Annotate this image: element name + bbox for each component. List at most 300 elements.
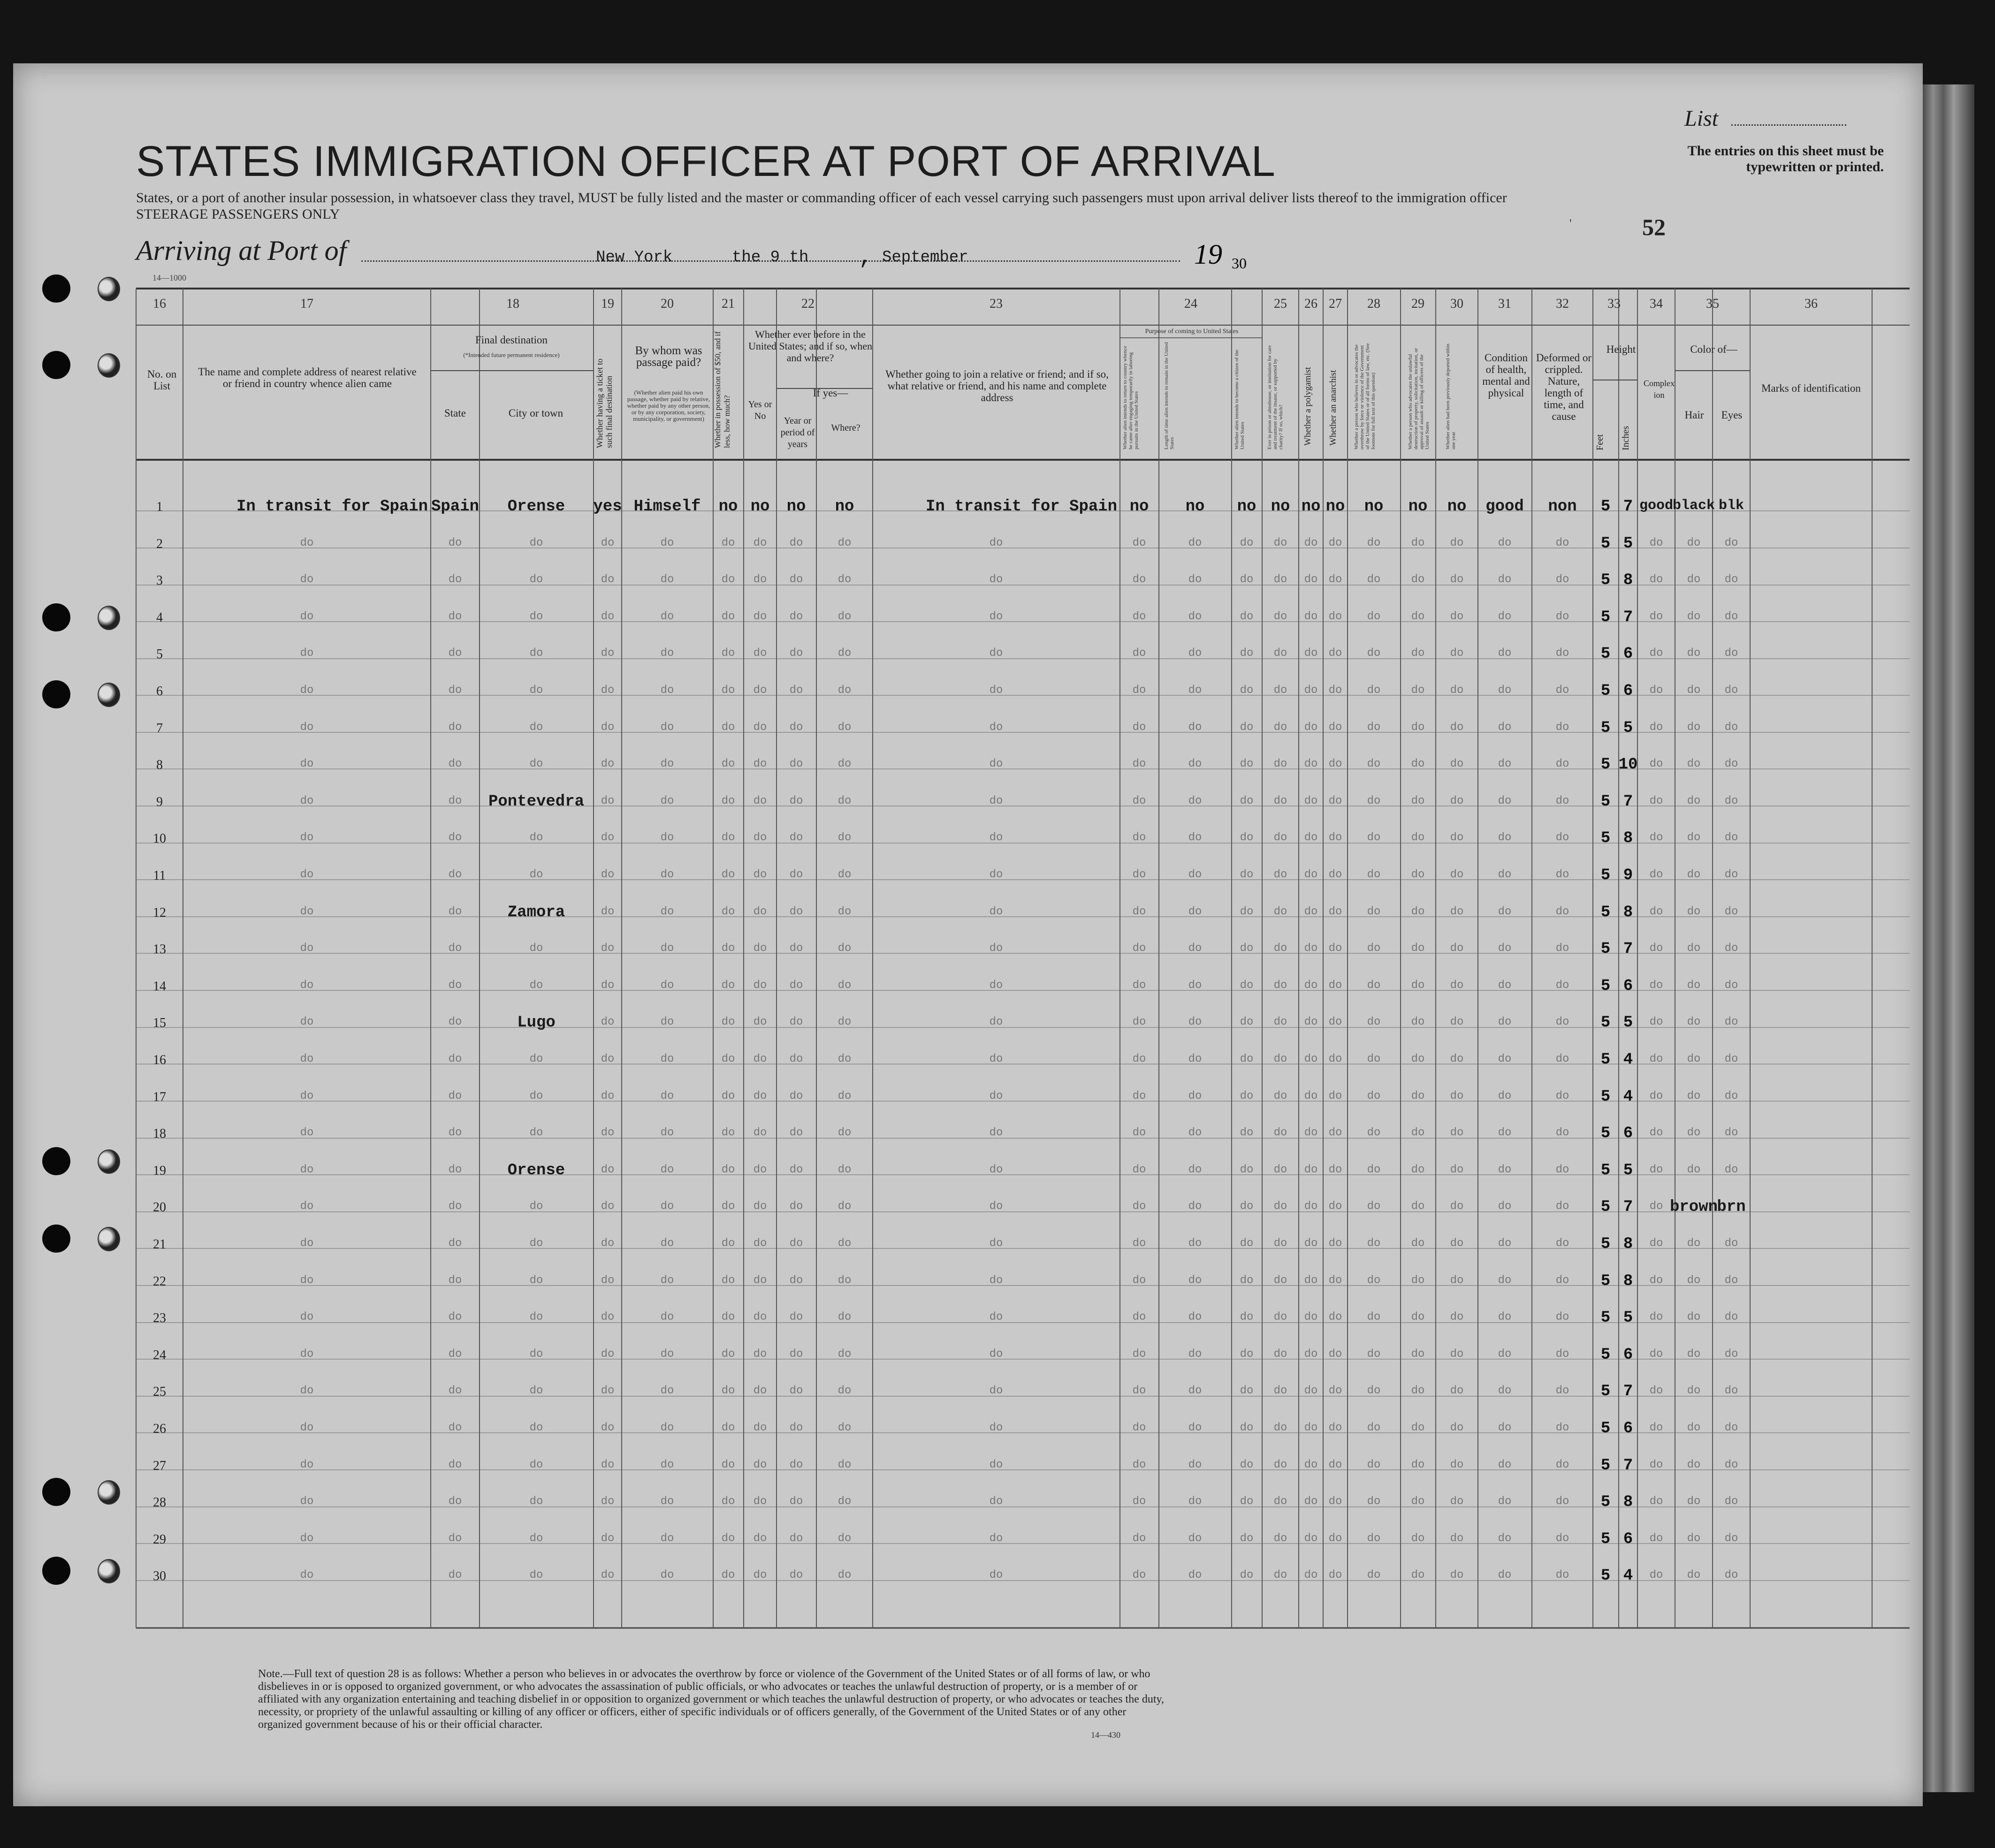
ditto-mark: do: [989, 1422, 1003, 1434]
ditto-mark: do: [1304, 573, 1318, 586]
ditto-mark: do: [1724, 1311, 1738, 1323]
row-number: 19: [153, 1164, 166, 1178]
ditto-mark: do: [838, 647, 852, 660]
ditto-mark: do: [1240, 979, 1254, 992]
ditto-mark: do: [300, 942, 314, 955]
ditto-mark: do: [1687, 795, 1701, 807]
ditto-mark: do: [1450, 1164, 1464, 1176]
height-inches: 7: [1623, 793, 1633, 811]
ditto-mark: do: [1273, 1348, 1287, 1361]
ditto-mark: do: [1555, 721, 1569, 734]
column-number: 36: [1805, 297, 1818, 311]
entry-hair: black: [1672, 498, 1715, 514]
ditto-mark: do: [529, 1532, 543, 1545]
row-number: 2: [156, 537, 163, 551]
ditto-mark: do: [989, 942, 1003, 955]
ditto-mark: do: [1724, 1090, 1738, 1103]
ditto-mark: do: [1555, 647, 1569, 660]
ditto-mark: do: [1304, 758, 1318, 770]
ditto-mark: do: [601, 905, 615, 918]
ditto-mark: do: [838, 979, 852, 992]
height-inches: 8: [1623, 1272, 1633, 1290]
ditto-mark: do: [1450, 1126, 1464, 1139]
entry-health: good: [1485, 498, 1524, 516]
ditto-mark: do: [1411, 1237, 1425, 1250]
ditto-mark: do: [1132, 795, 1146, 807]
ditto-mark: do: [1240, 1311, 1254, 1323]
ditto-mark: do: [1555, 1237, 1569, 1250]
ditto-mark: do: [1273, 721, 1287, 734]
ditto-mark: do: [989, 979, 1003, 992]
ditto-mark: do: [660, 1422, 674, 1434]
header-q28: Whether a person who believes in or advocates the overthrow by force or violence of the Government of the United States or of all forms of law, etc. (See footnote for full text of this question): [1354, 343, 1376, 449]
ditto-mark: do: [721, 1090, 735, 1103]
ditto-mark: do: [1273, 868, 1287, 881]
ditto-mark: do: [1687, 1422, 1701, 1434]
ditto-mark: do: [1555, 1348, 1569, 1361]
ditto-mark: do: [1450, 684, 1464, 697]
ditto-mark: do: [300, 1274, 314, 1287]
ditto-mark: do: [1450, 1090, 1464, 1103]
ditto-mark: do: [1132, 1569, 1146, 1582]
ditto-mark: do: [1687, 573, 1701, 586]
header-height: Height: [1606, 343, 1636, 355]
ditto-mark: do: [1724, 1126, 1738, 1139]
ditto-mark: do: [989, 1532, 1003, 1545]
ditto-mark: do: [753, 979, 767, 992]
ditto-mark: do: [1304, 1311, 1318, 1323]
ditto-mark: do: [1132, 1422, 1146, 1434]
ditto-mark: do: [1724, 1495, 1738, 1508]
height-feet: 5: [1600, 1014, 1611, 1032]
ditto-mark: do: [789, 831, 803, 844]
ditto-mark: do: [1367, 573, 1381, 586]
ditto-mark: do: [753, 1090, 767, 1103]
ditto-mark: do: [1724, 1274, 1738, 1287]
ditto-mark: do: [721, 1384, 735, 1397]
row-number: 26: [153, 1422, 166, 1436]
height-inches: 7: [1623, 498, 1633, 516]
ditto-mark: do: [989, 684, 1003, 697]
ditto-mark: do: [1328, 758, 1342, 770]
ditto-mark: do: [300, 721, 314, 734]
ditto-mark: do: [789, 1016, 803, 1028]
ditto-mark: do: [721, 721, 735, 734]
ditto-mark: do: [1687, 942, 1701, 955]
ditto-mark: do: [1240, 537, 1254, 549]
entry-city: Orense: [507, 1162, 565, 1179]
ditto-mark: do: [660, 610, 674, 623]
passenger-class: STEERAGE PASSENGERS ONLY: [136, 206, 340, 222]
ditto-mark: do: [660, 1016, 674, 1028]
ditto-mark: do: [1132, 942, 1146, 955]
ditto-mark: do: [1555, 979, 1569, 992]
ditto-mark: do: [721, 758, 735, 770]
ditto-mark: do: [753, 1569, 767, 1582]
ditto-mark: do: [601, 1311, 615, 1323]
ditto-mark: do: [838, 1237, 852, 1250]
ditto-mark: do: [753, 1126, 767, 1139]
ditto-mark: do: [660, 1348, 674, 1361]
ditto-mark: do: [1411, 684, 1425, 697]
ditto-mark: do: [1649, 1053, 1663, 1065]
ditto-mark: do: [1498, 942, 1512, 955]
ditto-mark: do: [753, 1164, 767, 1176]
ditto-mark: do: [721, 868, 735, 881]
ditto-mark: do: [1188, 1237, 1202, 1250]
ditto-mark: do: [300, 1459, 314, 1471]
ditto-mark: do: [529, 1384, 543, 1397]
ditto-mark: do: [838, 1126, 852, 1139]
height-feet: 5: [1600, 829, 1611, 847]
ditto-mark: do: [1273, 1532, 1287, 1545]
ditto-mark: do: [1649, 1348, 1663, 1361]
ditto-mark: do: [721, 684, 735, 697]
column-number: 22: [801, 297, 815, 311]
ditto-mark: do: [838, 1495, 852, 1508]
row-number: 10: [153, 831, 166, 846]
entry-city: Orense: [507, 498, 565, 516]
ditto-mark: do: [1367, 1495, 1381, 1508]
header-purpose-return: Whether alien intends to return to country whence he came after engaging temporarily in laboring pursuits in the United States: [1122, 346, 1139, 449]
ditto-mark: do: [1273, 610, 1287, 623]
height-feet: 5: [1600, 1051, 1611, 1069]
ditto-mark: do: [838, 573, 852, 586]
ditto-mark: do: [1367, 905, 1381, 918]
ditto-mark: do: [789, 1311, 803, 1323]
column-number: 18: [506, 297, 519, 311]
ditto-mark: do: [1649, 942, 1663, 955]
ditto-mark: do: [989, 905, 1003, 918]
height-inches: 5: [1623, 1014, 1633, 1032]
ditto-mark: do: [1649, 610, 1663, 623]
ditto-mark: do: [1411, 1274, 1425, 1287]
ditto-mark: do: [1555, 1274, 1569, 1287]
ditto-mark: do: [1273, 537, 1287, 549]
ditto-mark: do: [721, 905, 735, 918]
ditto-mark: do: [1411, 1532, 1425, 1545]
ditto-mark: do: [1132, 1274, 1146, 1287]
ditto-mark: do: [1328, 537, 1342, 549]
ditto-mark: do: [1687, 1126, 1701, 1139]
ditto-mark: do: [789, 1422, 803, 1434]
ditto-mark: do: [1367, 1164, 1381, 1176]
height-feet: 5: [1600, 1125, 1611, 1142]
ditto-mark: do: [448, 1532, 462, 1545]
ditto-mark: do: [1240, 1459, 1254, 1471]
ditto-mark: do: [1240, 1016, 1254, 1028]
ditto-mark: do: [838, 831, 852, 844]
ditto-mark: do: [1273, 1237, 1287, 1250]
ditto-mark: do: [1687, 831, 1701, 844]
list-label: List: [1684, 106, 1719, 131]
ditto-mark: do: [721, 979, 735, 992]
ditto-mark: do: [789, 1274, 803, 1287]
ditto-mark: do: [1555, 1090, 1569, 1103]
ditto-mark: do: [1450, 721, 1464, 734]
ditto-mark: do: [1687, 1053, 1701, 1065]
ditto-mark: do: [838, 868, 852, 881]
height-inches: 7: [1623, 940, 1633, 958]
column-number: 27: [1329, 297, 1342, 311]
ditto-mark: do: [989, 1274, 1003, 1287]
ditto-mark: do: [601, 1126, 615, 1139]
ditto-mark: do: [1450, 1384, 1464, 1397]
ditto-mark: do: [1555, 1200, 1569, 1213]
ditto-mark: do: [448, 1200, 462, 1213]
ditto-mark: do: [1273, 1569, 1287, 1582]
ditto-mark: do: [721, 831, 735, 844]
height-feet: 5: [1600, 498, 1611, 516]
ditto-mark: do: [1687, 537, 1701, 549]
ditto-mark: do: [838, 1016, 852, 1028]
ditto-mark: do: [1450, 1311, 1464, 1323]
ditto-mark: do: [1649, 537, 1663, 549]
ditto-mark: do: [838, 1348, 852, 1361]
ditto-mark: do: [721, 1016, 735, 1028]
ditto-mark: do: [1498, 573, 1512, 586]
entry-paid: Himself: [633, 498, 701, 516]
ditto-mark: do: [1132, 1495, 1146, 1508]
ditto-mark: do: [1132, 905, 1146, 918]
ditto-mark: do: [1273, 831, 1287, 844]
ditto-mark: do: [1273, 1126, 1287, 1139]
row-number: 13: [153, 942, 166, 957]
ditto-mark: do: [1724, 831, 1738, 844]
ditto-mark: do: [989, 721, 1003, 734]
ditto-mark: do: [448, 721, 462, 734]
ditto-mark: do: [1724, 1016, 1738, 1028]
ditto-mark: do: [1498, 831, 1512, 844]
ditto-mark: do: [1328, 1016, 1342, 1028]
ditto-mark: do: [448, 537, 462, 549]
ditto-mark: do: [1411, 1311, 1425, 1323]
ditto-mark: do: [1555, 610, 1569, 623]
ditto-mark: do: [989, 868, 1003, 881]
ditto-mark: do: [1498, 610, 1512, 623]
ditto-mark: do: [1687, 758, 1701, 770]
row-number: 6: [156, 684, 163, 699]
arrival-day: the 9 th: [732, 249, 809, 266]
ditto-mark: do: [529, 1422, 543, 1434]
ditto-mark: do: [1411, 1495, 1425, 1508]
ditto-mark: do: [300, 1495, 314, 1508]
ditto-mark: do: [753, 758, 767, 770]
ditto-mark: do: [1450, 610, 1464, 623]
ditto-mark: do: [529, 610, 543, 623]
ditto-mark: do: [1328, 1422, 1342, 1434]
ditto-mark: do: [1240, 1384, 1254, 1397]
ditto-mark: do: [1450, 1348, 1464, 1361]
ditto-mark: do: [1367, 1126, 1381, 1139]
ditto-mark: do: [1132, 1016, 1146, 1028]
height-feet: 5: [1600, 1420, 1611, 1437]
ditto-mark: do: [1498, 1384, 1512, 1397]
ditto-mark: do: [838, 1422, 852, 1434]
entry-city: Pontevedra: [488, 793, 585, 811]
ditto-mark: do: [1328, 979, 1342, 992]
ditto-mark: do: [1724, 1459, 1738, 1471]
ditto-mark: do: [601, 573, 615, 586]
ditto-mark: do: [1724, 979, 1738, 992]
ditto-mark: do: [601, 868, 615, 881]
ditto-mark: do: [1132, 573, 1146, 586]
ditto-mark: do: [1240, 831, 1254, 844]
ditto-mark: do: [1132, 647, 1146, 660]
ditto-mark: do: [1367, 684, 1381, 697]
ditto-mark: do: [1498, 758, 1512, 770]
ditto-mark: do: [1411, 610, 1425, 623]
ditto-mark: do: [1188, 1053, 1202, 1065]
ditto-mark: do: [1304, 1237, 1318, 1250]
header-year-period: Year or period of years: [780, 416, 815, 449]
ditto-mark: do: [721, 1126, 735, 1139]
header-joining: Whether going to join a relative or friend; and if so, what relative or friend, and his name and complete address: [885, 368, 1109, 403]
height-feet: 5: [1600, 1162, 1611, 1179]
ditto-mark: do: [1367, 1053, 1381, 1065]
ditto-mark: do: [448, 1164, 462, 1176]
height-inches: 8: [1623, 1493, 1633, 1511]
header-purpose: Purpose of coming to United States: [1145, 328, 1239, 335]
ditto-mark: do: [1304, 647, 1318, 660]
ditto-mark: do: [1649, 905, 1663, 918]
ditto-mark: do: [1328, 1090, 1342, 1103]
height-feet: 5: [1600, 1457, 1611, 1475]
ditto-mark: do: [1367, 758, 1381, 770]
ditto-mark: do: [1498, 795, 1512, 807]
ditto-mark: do: [1687, 1532, 1701, 1545]
ditto-mark: do: [1411, 1348, 1425, 1361]
ditto-mark: do: [660, 1090, 674, 1103]
ditto-mark: do: [1724, 537, 1738, 549]
ditto-mark: do: [789, 1237, 803, 1250]
ditto-mark: do: [838, 1164, 852, 1176]
height-feet: 5: [1600, 1530, 1611, 1548]
ditto-mark: do: [1188, 1422, 1202, 1434]
ditto-mark: do: [1240, 1348, 1254, 1361]
ditto-mark: do: [1328, 610, 1342, 623]
ditto-mark: do: [529, 868, 543, 881]
ditto-mark: do: [789, 721, 803, 734]
ditto-mark: do: [1328, 1348, 1342, 1361]
ditto-mark: do: [1555, 537, 1569, 549]
ditto-mark: do: [1304, 1200, 1318, 1213]
ditto-mark: do: [1188, 1126, 1202, 1139]
ditto-mark: do: [300, 1053, 314, 1065]
ditto-mark: do: [529, 1495, 543, 1508]
ditto-mark: do: [1132, 1459, 1146, 1471]
ditto-mark: do: [529, 1569, 543, 1582]
ditto-mark: do: [1240, 721, 1254, 734]
ditto-mark: do: [1328, 1311, 1342, 1323]
ditto-mark: do: [1132, 1532, 1146, 1545]
ditto-mark: do: [1724, 942, 1738, 955]
ditto-mark: do: [989, 537, 1003, 549]
ditto-mark: do: [1132, 1053, 1146, 1065]
column-number: 26: [1304, 297, 1317, 311]
ditto-mark: do: [300, 1384, 314, 1397]
ditto-mark: do: [529, 1459, 543, 1471]
ditto-mark: do: [1273, 1053, 1287, 1065]
ditto-mark: do: [1649, 1422, 1663, 1434]
ditto-mark: do: [601, 1053, 615, 1065]
height-feet: 5: [1600, 904, 1611, 921]
ditto-mark: do: [1328, 1569, 1342, 1582]
ditto-mark: do: [1367, 1237, 1381, 1250]
ditto-mark: do: [1304, 1384, 1318, 1397]
ditto-mark: do: [300, 1311, 314, 1323]
ditto-mark: do: [1328, 721, 1342, 734]
ditto-mark: do: [1450, 1422, 1464, 1434]
ditto-mark: do: [1188, 537, 1202, 549]
ditto-mark: do: [660, 1459, 674, 1471]
ditto-mark: do: [529, 537, 543, 549]
ditto-mark: do: [1687, 1090, 1701, 1103]
ditto-mark: do: [989, 1126, 1003, 1139]
ditto-mark: do: [789, 868, 803, 881]
column-number: 29: [1411, 297, 1424, 311]
ditto-mark: do: [721, 795, 735, 807]
ditto-mark: do: [1132, 537, 1146, 549]
ditto-mark: do: [789, 1126, 803, 1139]
ditto-mark: do: [753, 831, 767, 844]
ditto-mark: do: [300, 758, 314, 770]
entry-joining: In transit for Spain: [926, 498, 1118, 516]
header-final-destination: Final destination: [475, 334, 548, 346]
ditto-mark: do: [1411, 537, 1425, 549]
ditto-mark: do: [1450, 1569, 1464, 1582]
ditto-mark: do: [448, 1311, 462, 1323]
ditto-mark: do: [1367, 1016, 1381, 1028]
ditto-mark: do: [1188, 1090, 1202, 1103]
ditto-mark: do: [1555, 1569, 1569, 1582]
entry-years: no: [786, 498, 806, 516]
ditto-mark: do: [753, 1348, 767, 1361]
ditto-mark: do: [838, 758, 852, 770]
ditto-mark: do: [721, 573, 735, 586]
ditto-mark: do: [1649, 573, 1663, 586]
ditto-mark: do: [1411, 942, 1425, 955]
ditto-mark: do: [300, 1090, 314, 1103]
ditto-mark: do: [1240, 684, 1254, 697]
ditto-mark: do: [1328, 573, 1342, 586]
height-feet: 5: [1600, 1088, 1611, 1106]
ditto-mark: do: [1188, 1495, 1202, 1508]
ditto-mark: do: [989, 1016, 1003, 1028]
ditto-mark: do: [1367, 831, 1381, 844]
ditto-mark: do: [753, 1532, 767, 1545]
ditto-mark: do: [753, 1311, 767, 1323]
ditto-mark: do: [789, 979, 803, 992]
ditto-mark: do: [1188, 1164, 1202, 1176]
ditto-mark: do: [529, 684, 543, 697]
ditto-mark: do: [1649, 1274, 1663, 1287]
ditto-mark: do: [1240, 942, 1254, 955]
ditto-mark: do: [989, 758, 1003, 770]
ditto-mark: do: [1450, 758, 1464, 770]
ditto-mark: do: [448, 831, 462, 844]
ditto-mark: do: [1304, 1459, 1318, 1471]
ditto-mark: do: [789, 1164, 803, 1176]
ditto-mark: do: [1273, 979, 1287, 992]
ditto-mark: do: [1411, 1384, 1425, 1397]
page-number: 52: [1642, 214, 1666, 240]
ditto-mark: do: [989, 1090, 1003, 1103]
ditto-mark: do: [601, 795, 615, 807]
page-title: STATES IMMIGRATION OFFICER AT PORT OF ARRIVAL: [136, 137, 1276, 185]
ditto-mark: do: [1304, 979, 1318, 992]
ditto-mark: do: [789, 795, 803, 807]
